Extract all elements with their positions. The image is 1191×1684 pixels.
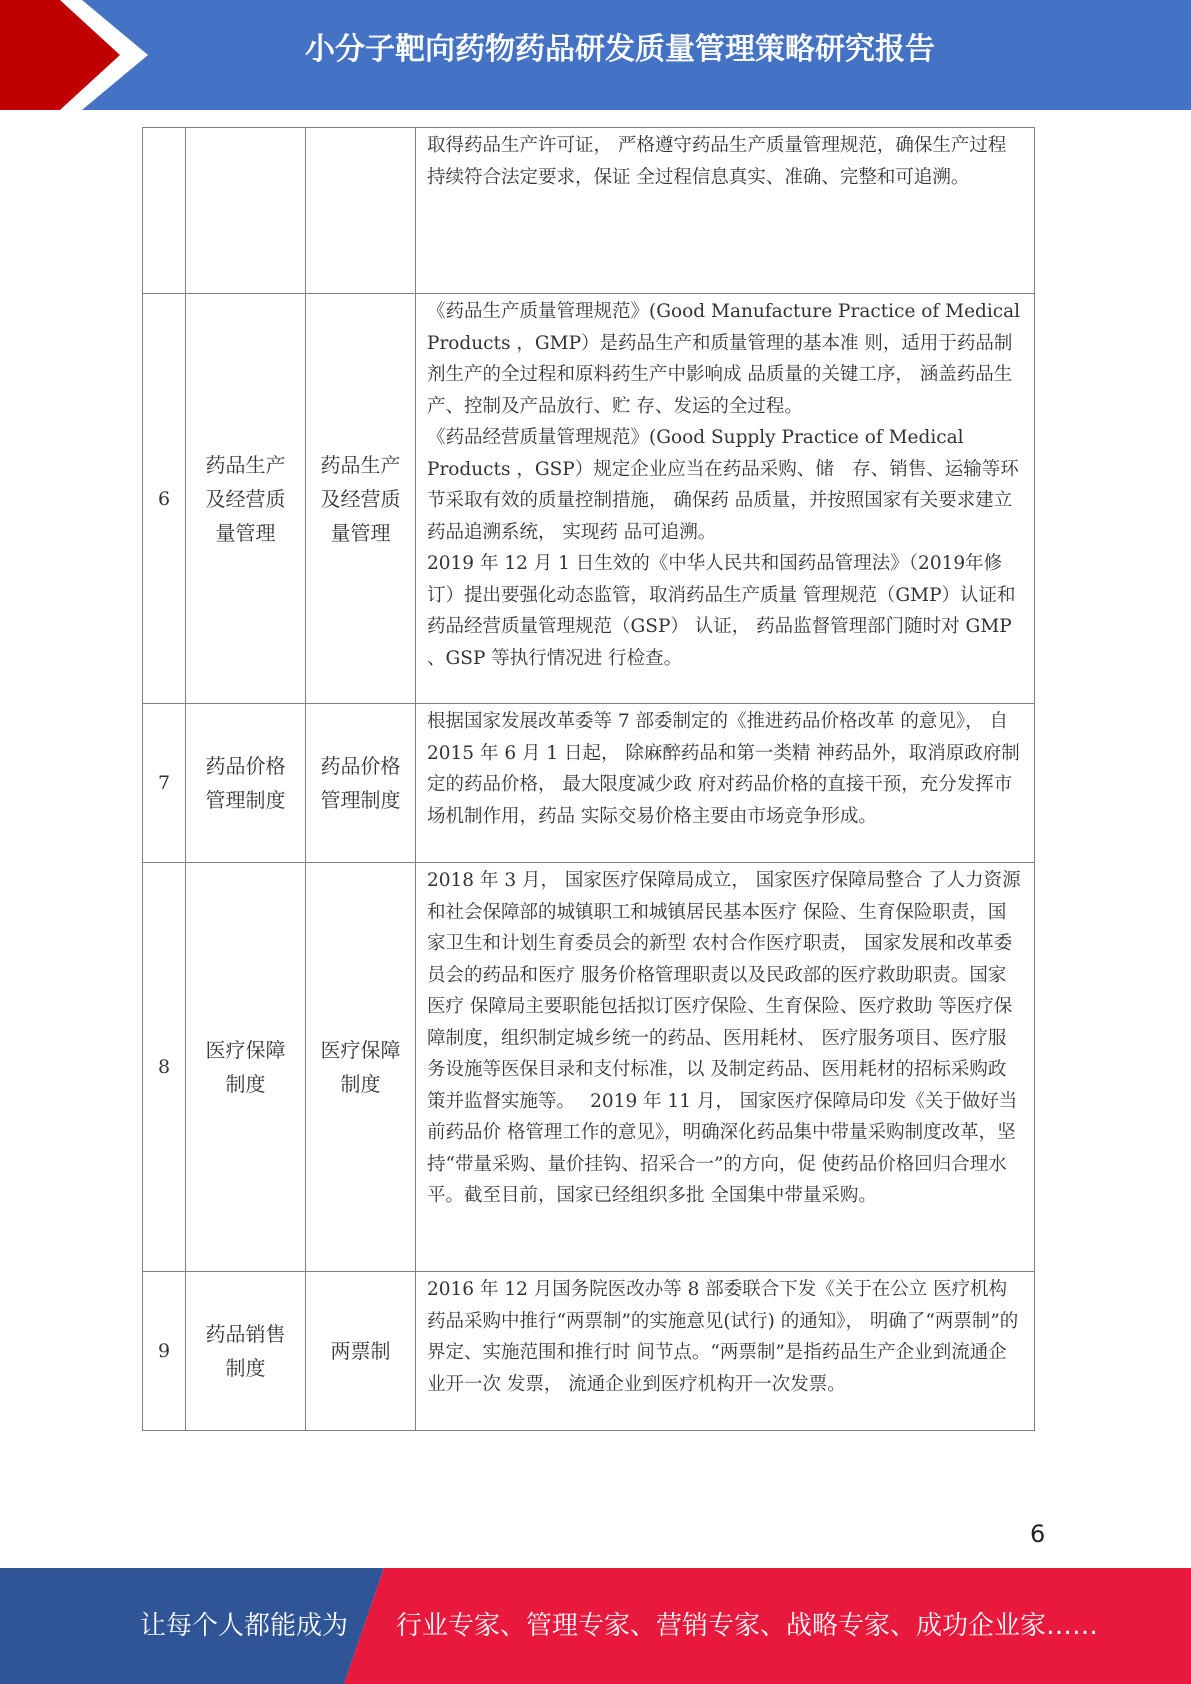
header-chevron-logo: [0, 0, 160, 110]
row-item: 药品生产及经营质量管理: [306, 294, 416, 704]
row-category: 药品价格管理制度: [186, 704, 306, 863]
footer-slogan-left: 让每个人都能成为: [140, 1611, 349, 1641]
description-paragraph: 《药品经营质量管理规范》(Good Supply Practice of Medical Products ，GSP）规定企业应当在药品采购、储 存、销售、运输等环节采取有效的质量控制措施， 确保药 品质量，并按照国家有关要求建立药品追溯系统， 实现药 品可追溯。: [427, 427, 1019, 543]
description-paragraph: 2016 年 12 月国务院医改办等 8 部委联合下发《关于在公立 医疗机构药品采购中推行“两票制”的实施意见(试行) 的通知》， 明确了“两票制”的界定、实施范围和推行时 间节点。“两票制”是指药品生产企业到流通企业开一次 发票， 流通企业到医疗机构开一次发票。: [427, 1279, 1019, 1395]
row-description: [416, 294, 1035, 704]
row-item: 两票制: [306, 1272, 416, 1431]
table-row: [143, 128, 1035, 294]
row-description: [416, 704, 1035, 863]
row-item: [306, 128, 416, 294]
row-description: [416, 128, 1035, 294]
table-row: [143, 863, 1035, 1272]
row-category: [186, 128, 306, 294]
table-row: [143, 1272, 1035, 1431]
row-category: 医疗保障制度: [186, 863, 306, 1272]
row-category: 药品销售制度: [186, 1272, 306, 1431]
description-paragraph: 《药品生产质量管理规范》(Good Manufacture Practice of Medical Products ，GMP）是药品生产和质量管理的基本准 则，适用于药品制剂生产的全过程和原料药生产中影响成 品质量的关键工序， 涵盖药品生产、控制及产品放行、贮 存、发运的全过程。: [427, 301, 1021, 417]
regulation-table: [142, 127, 1035, 1431]
row-number: 9: [143, 1272, 186, 1431]
description-paragraph: 2019 年 12 月 1 日生效的《中华人民共和国药品管理法》（2019年修订）提出要强化动态监管，取消药品生产质量 管理规范（GMP）认证和药品经营质量管理规范（GSP） 认证， 药品监督管理部门随时对 GMP 、GSP 等执行情况进 行检查。: [427, 553, 1016, 669]
document-title: 小分子靶向药物药品研发质量管理策略研究报告: [305, 32, 935, 67]
page-header: [0, 0, 1191, 110]
row-number: 6: [143, 294, 186, 704]
page-footer: [0, 1568, 1191, 1684]
description-paragraph: 2018 年 3 月， 国家医疗保障局成立， 国家医疗保障局整合 了人力资源和社会保障部的城镇职工和城镇居民基本医疗 保险、生育保险职责，国家卫生和计划生育委员会的新型 农村合作医疗职责， 国家发展和改革委员会的药品和医疗 服务价格管理职责以及民政部的医疗救助职责。国家医疗 保障局主要职能包括拟订医疗保险、生育保险、医疗救助 等医疗保障制度，组织制定城乡统一的药品、医用耗材、 医疗服务项目、医疗服务设施等医保目录和支付标准，以 及制定药品、医用耗材的招标采购政策并监督实施等。 2019 年 11 月， 国家医疗保障局印发《关于做好当前药品价 格管理工作的意见》，明确深化药品集中带量采购制度改革，坚持“带量采购、量价挂钩、招采合一”的方向，促 使药品价格回归合理水平。截至目前，国家已经组织多批 全国集中带量采购。: [427, 870, 1021, 1206]
table-row: [143, 294, 1035, 704]
row-number: [143, 128, 186, 294]
row-item: 医疗保障制度: [306, 863, 416, 1272]
row-category: 药品生产及经营质量管理: [186, 294, 306, 704]
page-number: 6: [1030, 1520, 1046, 1548]
description-paragraph: 根据国家发展改革委等 7 部委制定的《推进药品价格改革 的意见》， 自 2015 年 6 月 1 日起， 除麻醉药品和第一类精 神药品外，取消原政府制定的药品价格， 最大限度减少政 府对药品价格的直接干预，充分发挥市场机制作用，药品 实际交易价格主要由市场竞争形成。: [427, 711, 1020, 827]
row-number: 8: [143, 863, 186, 1272]
row-number: 7: [143, 704, 186, 863]
table-row: [143, 704, 1035, 863]
row-description: [416, 863, 1035, 1272]
row-description: [416, 1272, 1035, 1431]
footer-slogan-right: 行业专家、管理专家、营销专家、战略专家、成功企业家……: [396, 1611, 1099, 1641]
row-item: 药品价格管理制度: [306, 704, 416, 863]
description-paragraph: 取得药品生产许可证， 严格遵守药品生产质量管理规范，确保生产过程持续符合法定要求，保证 全过程信息真实、准确、完整和可追溯。: [427, 135, 1007, 188]
